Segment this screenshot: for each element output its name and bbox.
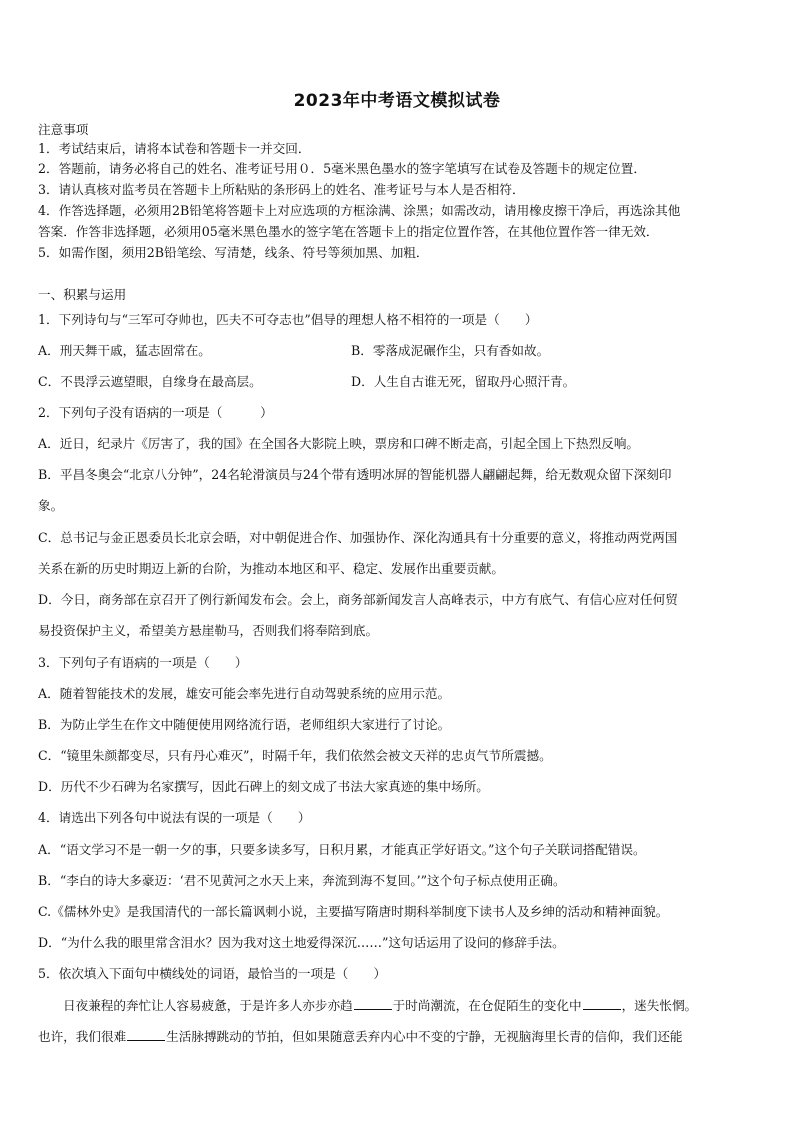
passage-text: 生活脉搏跳动的节拍，但如果随意丢弃内心中不变的宁静，无视脑海里长青的信仰，我们还能 (166, 1029, 683, 1044)
notice-item: 2．答题前，请务必将自己的姓名、准考证号用０．5毫米黑色墨水的签字笔填写在试卷及答题卡的规定位置． (38, 161, 646, 176)
passage-text: 也许，我们很难 (38, 1029, 127, 1044)
option-d: D．今日，商务部在京召开了例行新闻发布会。会上，商务部新闻发言人高峰表示，中方有底气、有信心应对任何贸 (38, 592, 678, 607)
option-b-cont: 象。 (38, 498, 64, 513)
question-stem: 3．下列句子有语病的一项是（ ） (38, 655, 248, 670)
question-stem: 4．请选出下列各句中说法有误的一项是（ ） (38, 810, 311, 825)
fill-blank[interactable] (354, 997, 392, 1010)
option-d: D．“为什么我的眼里常含泪水？因为我对这土地爱得深沉……”这句话运用了设问的修辞手法。 (38, 935, 565, 950)
passage-text: ，迷失怅惘。 (621, 998, 698, 1013)
option-c-cont: 关系在新的历史时期迈上新的台阶，为推动本地区和平、稳定、发展作出重要贡献。 (38, 561, 504, 576)
option-d: D．历代不少石碑为名家撰写，因此石碑上的刻文成了书法大家真迹的集中场所。 (38, 779, 489, 794)
option-c: C.《儒林外史》是我国清代的一部长篇讽刺小说，主要描写隋唐时期科举制度下读书人及乡绅的活动和精神面貌。 (38, 904, 669, 919)
notice-item: 3．请认真核对监考员在答题卡上所粘贴的条形码上的姓名、准考证号与本人是否相符． (38, 182, 525, 197)
option-c: C．不畏浮云遮望眼，自缘身在最高层。 (38, 374, 262, 389)
notice-item: 答案．作答非选择题，必须用05毫米黑色墨水的签字笔在答题卡上的指定位置作答，在其他位置作答一律无效． (38, 224, 659, 239)
option-c: C．“镜里朱颜都变尽，只有丹心难灭”，时隔千年，我们依然会被文天祥的忠贞气节所震撼。 (38, 748, 552, 763)
notice-heading: 注意事项 (38, 122, 89, 137)
option-c: C．总书记与金正恩委员长北京会晤，对中朝促进合作、加强协作、深化沟通具有十分重要的意义，将推动两党两国 (38, 530, 678, 545)
option-a: A．随着智能技术的发展，雄安可能会率先进行自动驾驶系统的应用示范。 (38, 686, 451, 701)
question-stem: 1．下列诗句与“三军可夺帅也，匹夫不可夺志也”倡导的理想人格不相符的一项是（ ） (38, 312, 538, 327)
option-a: A．近日，纪录片《厉害了，我的国》在全国各大影院上映，票房和口碑不断走高，引起全国上下热烈反响。 (38, 436, 640, 451)
passage-line (38, 997, 760, 1015)
option-d-cont: 易投资保护主义，希望美方悬崖勒马，否则我们将奉陪到底。 (38, 623, 379, 638)
passage-line (38, 1028, 760, 1046)
option-row (38, 373, 760, 391)
fill-blank[interactable] (127, 1028, 165, 1041)
fill-blank[interactable] (583, 997, 621, 1010)
notice-item: 1．考试结束后，请将本试卷和答题卡一并交回． (38, 141, 311, 156)
option-b: B．平昌冬奥会“北京八分钟”，24名轮滑演员与24个带有透明冰屏的智能机器人翩翩起舞，给无数观众留下深刻印 (38, 467, 672, 482)
section-heading: 一、积累与运用 (38, 287, 127, 302)
option-a: A．刑天舞干戚，猛志固常在。 (38, 343, 211, 358)
option-d: D．人生自古谁无死，留取丹心照汗青。 (351, 374, 576, 389)
passage-text: 日夜兼程的奔忙让人容易疲惫，于是许多人亦步亦趋 (63, 998, 353, 1013)
option-row (38, 342, 760, 360)
page-title: 2023年中考语文模拟试卷 (293, 91, 501, 111)
option-a: A．“语文学习不是一朝一夕的事，只要多读多写，日积月累，才能真正学好语文。”这个句子关联词搭配错误。 (38, 842, 646, 857)
notice-item: 5．如需作图，须用2B铅笔绘、写清楚，线条、符号等须加黑、加粗． (38, 245, 429, 260)
question-stem: 5．依次填入下面句中横线处的词语，最恰当的一项是（ ） (38, 966, 387, 981)
passage-text: 于时尚潮流，在仓促陌生的变化中 (392, 998, 582, 1013)
notice-item: 4．作答选择题，必须用2B铅笔将答题卡上对应选项的方框涂满、涂黑；如需改动，请用橡皮擦干净后，再选涂其他 (38, 203, 681, 218)
option-b: B．“李白的诗大多豪迈：‘君不见黄河之水天上来，奔流到海不复回。’”这个句子标点使用正确。 (38, 873, 566, 888)
option-b: B．零落成泥碾作尘，只有香如故。 (351, 343, 550, 358)
option-b: B．为防止学生在作文中随便使用网络流行语，老师组织大家进行了讨论。 (38, 717, 451, 732)
question-stem: 2．下列句子没有语病的一项是（ ） (38, 405, 273, 420)
